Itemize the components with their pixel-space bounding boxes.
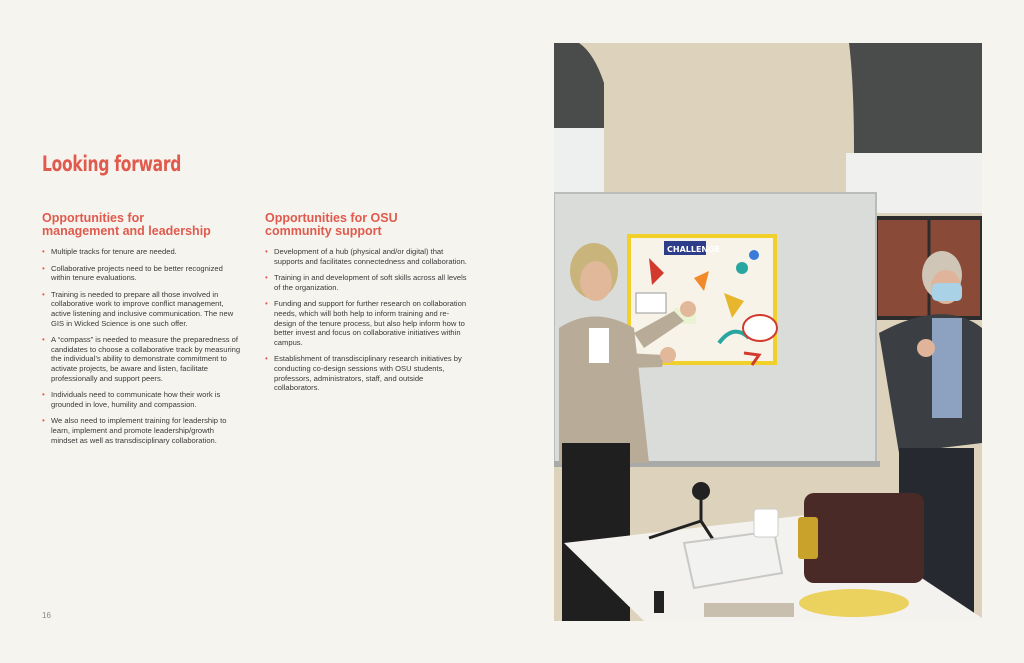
management-leadership-column [42,212,242,452]
list-item-text: Establishment of transdisciplinary research initiatives by conducting co-design sessions with OSU students, professors, administrators, staff, and outside collaborators. [274,354,462,393]
bullet-icon: • [265,273,268,283]
workshop-photo [554,43,982,621]
heading-line-1: Opportunities for [42,211,145,225]
list-item [265,299,470,347]
heading-line-2: management and leadership [42,224,211,238]
bullet-icon: • [265,354,268,364]
list-item-text: We also need to implement training for leadership to learn, implement and promote leadership/growth mindset as well as transdisciplinary collaboration. [51,416,227,445]
bullet-icon: • [42,247,45,256]
heading-line-2: community support [265,224,382,238]
list-item-text: Individuals need to communicate how their work is grounded in love, humility and compassion. [51,390,221,409]
workshop-illustration [554,43,982,621]
management-leadership-list [42,247,242,445]
list-item-text: A “compass” is needed to measure the preparedness of candidates to choose a collaborative track by measuring the individual’s ability to demonstrate commitment to activate projects, be aware and listen, facilitate professionally and support peers. [51,335,241,383]
bullet-icon: • [265,247,268,256]
bullet-icon: • [42,416,45,426]
page-number: 16 [42,611,51,620]
osu-community-list [265,247,470,393]
list-item-text: Development of a hub (physical and/or digital) that supports and facilitates connectedness and collaboration. [274,247,467,266]
management-leadership-heading [42,212,242,238]
list-item [42,264,242,283]
page-title: Looking forward [42,152,182,176]
list-item-text: Collaborative projects need to be better recognized within tenure evaluations. [51,263,223,283]
bullet-icon: • [42,263,45,273]
list-item [265,273,470,292]
list-item [42,416,242,445]
list-item [265,354,470,392]
osu-community-heading [265,212,470,238]
list-item [42,290,242,328]
list-item-text: Multiple tracks for tenure are needed. [51,247,177,256]
poster-label: CHALLENGE [667,245,721,254]
bullet-icon: • [42,335,45,345]
list-item [265,247,470,266]
list-item-text: Funding and support for further research on collaboration needs, which will both help to inform training and re-design of the tenure process, but also help inform how to better invest and focus on collaborative initiatives within campus. [274,299,467,347]
list-item [42,247,242,257]
list-item-text: Training in and development of soft skills across all levels of the organization. [274,273,467,292]
list-item [42,335,242,383]
heading-line-1: Opportunities for OSU [265,211,398,225]
list-item [42,390,242,409]
osu-community-column [265,212,470,400]
bullet-icon: • [42,390,45,400]
bullet-icon: • [265,299,268,309]
bullet-icon: • [42,289,45,299]
list-item-text: Training is needed to prepare all those involved in collaborative work to improve conflict management, active listening and inclusive communication. The new GIS in Wicked Science is one such offer. [51,289,234,328]
